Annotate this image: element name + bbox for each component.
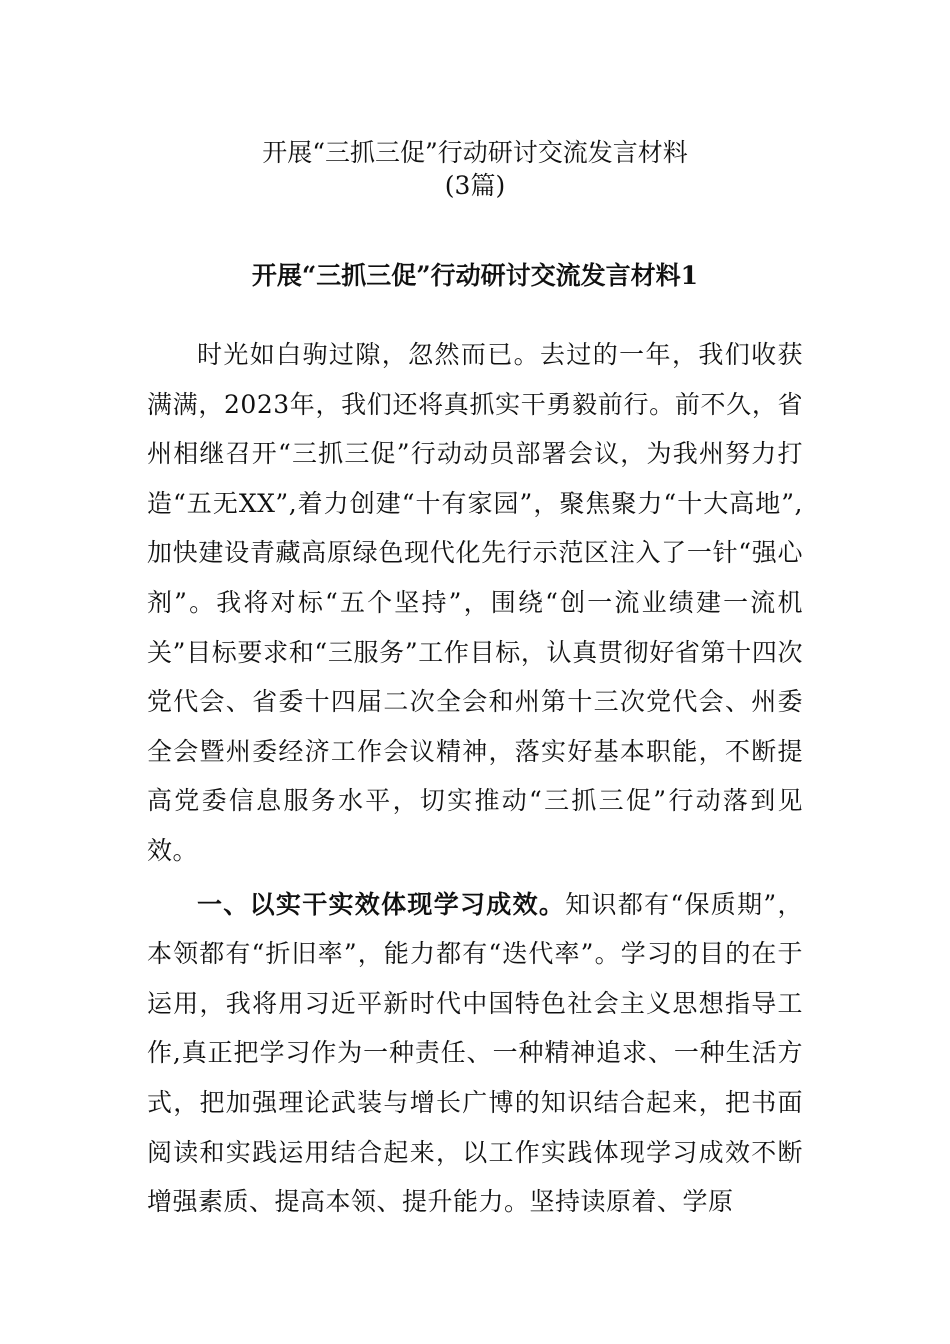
document-subtitle: (3篇) [444,171,506,200]
paragraph-2-text: 知识都有“保质期”，本领都有“折旧率”，能力都有“迭代率”。学习的目的在于运用，我将用习近平新时代中国特色社会主义思想指导工作,真正把学习作为一种责任、一种精神追求、一种生活方式，把加强理论武装与增长广博的知识结合起来，把书面阅读和实践运用结合起来，以工作实践体现学习成效不断增强素质、提高本领、提升能力。坚持读原着、学原 [147,889,803,1217]
section-title: 开展“三抓三促”行动研讨交流发言材料1 [251,261,699,290]
document-page [147,0,803,1344]
paragraph-2 [147,880,803,1227]
document-body [147,330,803,1227]
paragraph-2-lead: 一、以实干实效体现学习成效。 [197,889,566,919]
paragraph-1 [147,330,803,876]
document-title: 开展“三抓三促”行动研讨交流发言材料 [262,138,688,167]
paragraph-1-text: 时光如白驹过隙，忽然而已。去过的一年，我们收获满满，2023年，我们还将真抓实干勇毅前行。前不久，省州相继召开“三抓三促”行动动员部署会议，为我州努力打造“五无XX”,着力创建“十有家园”，聚焦聚力“十大高地”,加快建设青藏高原绿色现代化先行示范区注入了一针“强心剂”。我将对标“五个坚持”，围绕“创一流业绩建一流机关”目标要求和“三服务”工作目标，认真贯彻好省第十四次党代会、省委十四届二次全会和州第十三次党代会、州委全会暨州委经济工作会议精神，落实好基本职能，不断提高党委信息服务水平，切实推动“三抓三促”行动落到见效。 [147,340,803,865]
